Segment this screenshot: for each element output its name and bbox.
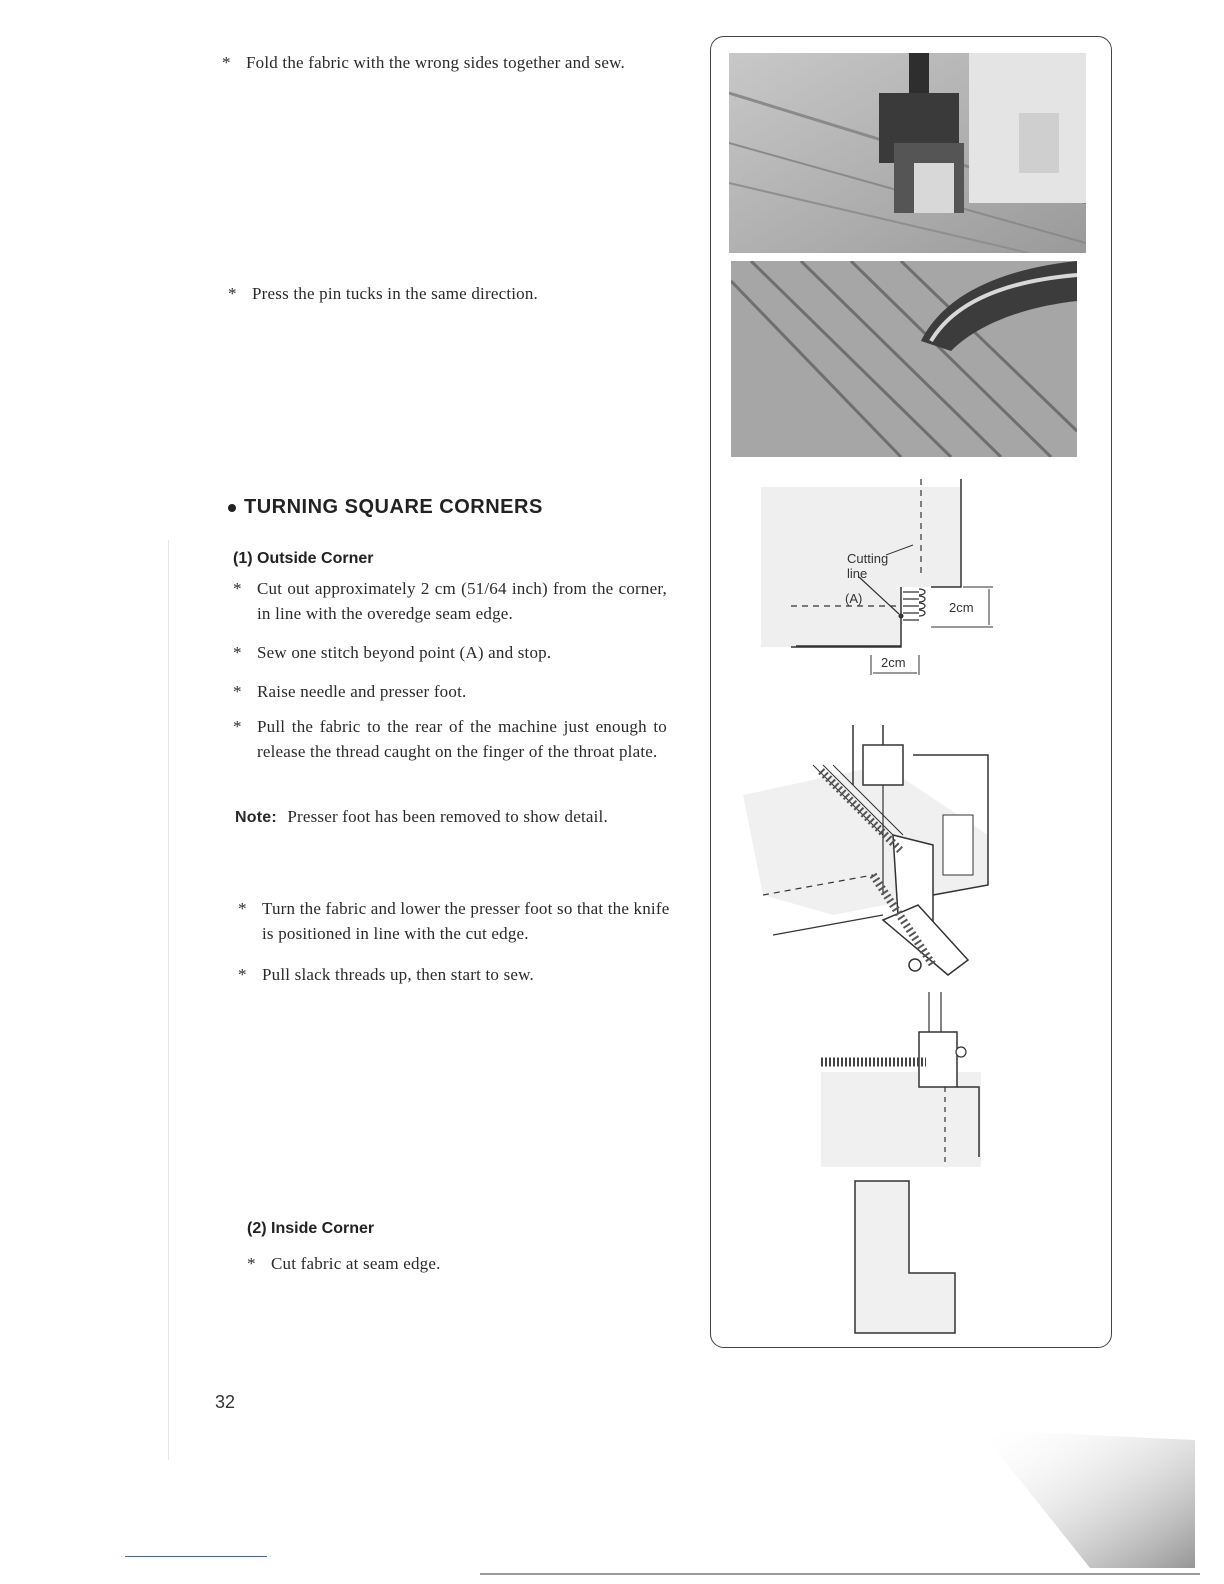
step-turn-fabric [238, 896, 673, 948]
page-number: 32 [215, 1392, 236, 1412]
note [235, 804, 675, 830]
step-text: Raise needle and presser foot. [257, 682, 467, 701]
screw-icon [909, 959, 921, 971]
scan-margin-line [168, 540, 169, 1460]
bullet-star: * [233, 717, 242, 736]
fabric-edge [773, 915, 883, 935]
outside-corner-heading: (1) Outside Corner [233, 550, 374, 567]
diagram-outside-corner-cut [741, 477, 1001, 717]
step-text: Cut out approximately 2 cm (51/64 inch) from the corner, in line with the overedge seam edge. [257, 579, 667, 623]
bullet-star: * [233, 579, 242, 598]
instruction-text: Press the pin tucks in the same direction. [252, 284, 539, 303]
point-a-dot [899, 614, 904, 619]
bullet-star: * [238, 965, 247, 984]
cutting-line-label-1: Cutting [847, 551, 889, 566]
diagram-inside-corner [851, 1177, 961, 1339]
inside-corner-fabric [855, 1181, 955, 1333]
point-a-label: (A) [845, 591, 863, 606]
photo-sewing-pin-tucks [729, 53, 1086, 253]
step-text: Pull the fabric to the rear of the machine just enough to release the thread caught on the finger of the throat plate. [257, 717, 667, 761]
note-text: Presser foot has been removed to show detail. [287, 807, 608, 826]
presser-foot [919, 1032, 957, 1087]
section-title-text: TURNING SQUARE CORNERS [244, 496, 543, 518]
scan-bottom-line [480, 1573, 1200, 1575]
overedge-stitches [903, 592, 919, 620]
section-dot [228, 504, 236, 512]
step-raise-needle [233, 679, 668, 705]
screw-icon [956, 1047, 966, 1057]
instruction-fold [222, 50, 662, 102]
bullet-star: * [233, 643, 242, 662]
step-pull-slack [238, 962, 673, 988]
bullet-star: * [247, 1254, 256, 1273]
bullet-star: * [233, 682, 242, 701]
step-text: Cut fabric at seam edge. [271, 1254, 441, 1273]
diagram-turned-corner-sewing [801, 992, 1001, 1172]
needle-bar [929, 992, 941, 1032]
step-text: Sew one stitch beyond point (A) and stop. [257, 643, 552, 662]
bullet-star: * [238, 899, 247, 918]
step-text: Pull slack threads up, then start to sew. [262, 965, 534, 984]
step-pull-fabric [233, 714, 668, 792]
instruction-text: Fold the fabric with the wrong sides together and sew. [246, 53, 625, 72]
step-cut-fabric [247, 1251, 667, 1277]
scan-shadow [960, 1420, 1200, 1570]
machine-label-plate [943, 815, 973, 875]
step-text: Turn the fabric and lower the presser foot so that the knife is positioned in line with the cut edge. [262, 899, 670, 943]
needle-clamp [863, 745, 903, 785]
bullet-star: * [228, 284, 237, 303]
step-cut-out [233, 576, 668, 628]
inside-corner-heading: (2) Inside Corner [247, 1220, 375, 1237]
figure-panel [710, 36, 1112, 1348]
cutting-line-label-2: line [847, 566, 868, 581]
dim-bottom-label: 2cm [881, 655, 906, 670]
photo-pressing-image [731, 261, 1077, 457]
photo-sewing-image [729, 53, 1086, 253]
note-label: Note: [235, 809, 277, 826]
bullet-star: * [222, 53, 231, 72]
diagram-throat-plate [733, 725, 1003, 987]
section-title [228, 496, 668, 519]
step-sew-one-stitch [233, 640, 668, 666]
photo-pressing-pin-tucks [731, 261, 1077, 457]
instruction-press [228, 281, 668, 307]
scan-blue-line [125, 1556, 267, 1557]
dim-right-label: 2cm [949, 600, 974, 615]
